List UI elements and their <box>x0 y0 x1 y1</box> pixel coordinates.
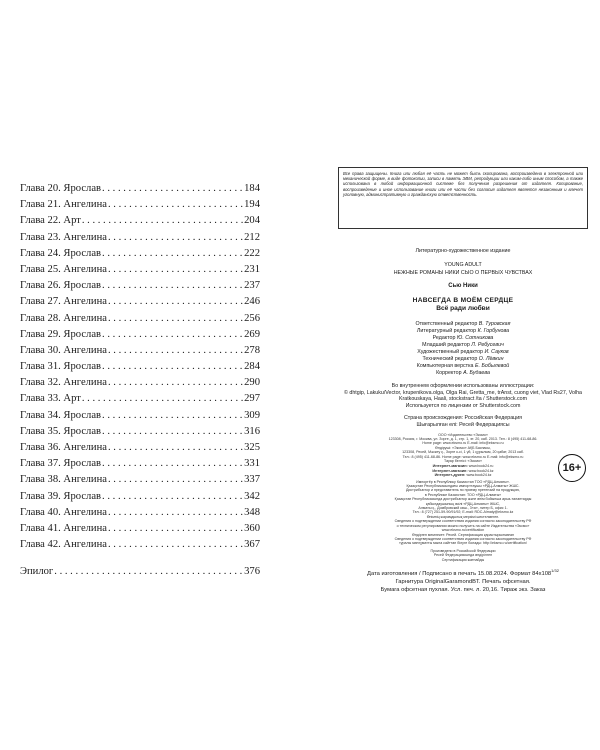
toc-entry <box>20 313 260 329</box>
toc-dot-leader <box>108 474 243 485</box>
distributor-line: Сведения о подтверждении соответствия издания согласно законодательству РФ <box>394 536 532 541</box>
toc-entry <box>20 296 260 312</box>
publisher-line: 123308, Россия, г. Москва, ул. Зорге, д. 1, стр. 1, эт. 20, каб. 2013. Тел.: 8 (495) 411-68-86. <box>388 436 538 441</box>
store-line-label: Интернет-дүкен: <box>434 473 466 478</box>
toc-entry-title: Глава 33. Арт <box>20 393 81 405</box>
rights-notice: Все права защищены. Книга или любая её часть не может быть скопирована, воспроизведена в электронной или механической форме, в виде фотокопии, записи в память ЭВМ, репродукции или каким-либо иным способом, а также использована в любой информационной системе без получения разрешения от издателя. Копирование, воспроизведение и иное использование книги или её части без согласия издателя является незаконным и влечет уголовную, административную и гражданскую ответственность. <box>338 167 588 229</box>
store-line-url: www.book24.ru <box>468 464 494 469</box>
toc-entry <box>20 442 260 458</box>
toc-entry-page: 231 <box>244 263 260 275</box>
toc-dot-leader <box>102 361 243 372</box>
credit-role: Младший редактор <box>422 342 470 348</box>
toc-dot-leader <box>102 280 243 291</box>
origin-small-line: Произведено в Российской Федерации <box>430 548 496 553</box>
distributor-line: о техническом регулировании можно получить на сайте Издательства «Эксмо» <box>396 523 530 528</box>
toc-entry-page: 348 <box>244 506 260 518</box>
toc-entry-title: Глава 29. Ярослав <box>20 328 102 340</box>
publisher-line: ООО «Издательство «Эксмо» <box>438 432 488 437</box>
distributor-line: Қазақстан Республикасындағы импорттаушы «РДЦ-Алматы» ЖШС. <box>406 484 520 489</box>
toc-entry <box>20 280 260 296</box>
credit-role: Технический редактор <box>422 356 478 362</box>
toc-entry-title: Глава 42. Ангелина <box>20 539 107 551</box>
distributor-line: Өндірген мемлекет: Ресей. Сертификация қарастырылмаған <box>412 532 514 537</box>
toc-entry <box>20 183 260 199</box>
toc-entry-page: 246 <box>244 296 260 308</box>
toc-entry <box>20 458 260 474</box>
toc-entry <box>20 199 260 215</box>
credit-name: И. Сауков <box>484 349 509 355</box>
credit-role: Редактор <box>432 335 456 341</box>
toc-entry-title: Глава 26. Ярослав <box>20 280 102 292</box>
toc-dot-leader <box>102 458 243 469</box>
illustrations-list: © dhtgip, Lakuku/Vector, krupenikova.olga, Olga Rai, Gretta_me, trAnst, cuong viet, Vlad Rs27, Volha Kratkouskaya, Haali, stockstract /ta / Shutterstock.com <box>344 389 582 403</box>
toc-entry-title: Глава 35. Ярослав <box>20 425 102 437</box>
print-line-1: Дата изготовления / Подписано в печать 15.08.2024. Формат $84x108^{1/32}$ <box>367 567 559 577</box>
age-rating-badge: 16+ <box>558 454 586 482</box>
toc-entry <box>20 507 260 523</box>
distributor-line: қабылдаушының өкілі «РДЦ-Алматы» ЖШС, <box>425 501 501 506</box>
distributor-line: Қазақстан Республикасында дистрибьютор және өнім бойынша арыз-талаптарды <box>394 497 532 502</box>
toc-entry-title: Глава 37. Ярослав <box>20 458 102 470</box>
toc-entry-page: 325 <box>244 442 260 453</box>
distributor-line: Сведения о подтверждении соответствия издания согласно законодательству РФ <box>394 519 532 524</box>
legal-block <box>338 433 588 562</box>
publisher-line: Home page: www.eksmo.ru E-mail: info@eksmo.ru <box>422 441 504 446</box>
store-links <box>338 464 588 477</box>
book-title: НАВСЕГДА В МОЁМ СЕРДЦЕ <box>412 297 514 304</box>
distributor-line: в Республике Казахстан: ТОО «РДЦ-Алматы» <box>424 492 502 497</box>
print-line-2: Гарнитура OriginalGaramondBT. Печать офсетная. <box>395 578 531 585</box>
toc-entry-page: 367 <box>244 539 260 551</box>
toc-entry <box>20 426 260 442</box>
toc-spacer <box>20 555 260 566</box>
toc-dot-leader <box>82 215 243 226</box>
toc-entry <box>20 248 260 264</box>
toc-entry-title: Глава 25. Ангелина <box>20 263 107 275</box>
toc-dot-leader <box>102 183 243 194</box>
distributor-line: Дистрибьютор и представитель по приему претензий на продукцию, <box>405 488 521 493</box>
toc-entry-title: Глава 21. Ангелина <box>20 199 107 211</box>
toc-entry-page: 316 <box>244 425 260 437</box>
toc-entry <box>20 539 260 555</box>
origin-small-line: Ресей Федерациясында өндірілген <box>433 553 493 558</box>
toc-entry-title: Эпилог <box>20 566 54 578</box>
toc-entry-page: 256 <box>244 312 260 324</box>
book-subtitle: Всё ради любви <box>436 305 490 312</box>
toc-dot-leader <box>102 491 243 502</box>
toc-dot-leader <box>108 523 243 534</box>
toc-entry-title: Глава 34. Ярослав <box>20 409 102 421</box>
print-details <box>338 567 588 594</box>
toc-entry-page: 376 <box>244 566 260 578</box>
toc-entry-page: 284 <box>244 361 260 373</box>
toc-dot-leader <box>102 410 243 421</box>
toc-entry-title: Глава 36. Ангелина <box>20 442 107 453</box>
toc-entry <box>20 393 260 409</box>
toc-entry <box>20 215 260 231</box>
toc-dot-leader <box>108 442 243 453</box>
credit-name: Л. Ребусевич <box>471 342 504 348</box>
credit-line <box>338 328 588 335</box>
illustrations-intro: Во внутреннем оформлении использованы иллюстрации: <box>391 383 535 389</box>
toc-dot-leader <box>102 329 243 340</box>
credit-name: Ю. Сотникова <box>456 335 494 341</box>
toc-entry-title: Глава 31. Ярослав <box>20 361 102 373</box>
toc-dot-leader <box>108 232 243 243</box>
origin-small-line: Сертификация жатпайды <box>441 557 485 562</box>
toc-entry-page: 342 <box>244 490 260 502</box>
toc-entry-page: 331 <box>244 458 260 470</box>
publisher-line: Өндіруші: «Эксмо» АҚБ Баспасы, <box>435 445 491 450</box>
series-line-2: НЕЖНЫЕ РОМАНЫ НИКИ СЫО О ПЕРВЫХ ЧУВСТВАХ <box>393 270 533 276</box>
toc-entry <box>20 377 260 393</box>
toc-dot-leader <box>108 345 243 356</box>
print-line-3: Бумага офсетная пухлая. Усл. печ. л. 20,16. Тираж экз. Заказ <box>380 586 546 593</box>
distributor-info <box>338 480 588 546</box>
toc-dot-leader <box>102 248 243 259</box>
toc-entry <box>20 410 260 426</box>
toc-entry-page: 204 <box>244 215 260 227</box>
toc-entry-title: Глава 39. Ярослав <box>20 490 102 502</box>
toc-entry-title: Глава 22. Арт <box>20 215 81 227</box>
toc-entry <box>20 345 260 361</box>
toc-dot-leader <box>108 377 243 388</box>
distributor-line: www.eksmo.ru/certification <box>441 528 485 533</box>
credit-name: О. Лёвкин <box>478 356 504 362</box>
credit-line <box>338 349 588 356</box>
distributor-line: Тел.: 8 (727) 251-59-90/91/92; E-mail: RDC-Almaty@eksmo.kz <box>412 510 514 515</box>
credit-line <box>338 363 588 370</box>
toc-entry-title: Глава 40. Ангелина <box>20 506 107 518</box>
credit-name: А. Будаева <box>463 370 490 376</box>
toc-entry <box>20 232 260 248</box>
toc-dot-leader <box>108 296 243 307</box>
toc-entry-title: Глава 30. Ангелина <box>20 344 107 356</box>
toc-entry-title: Глава 28. Ангелина <box>20 312 107 324</box>
toc-entry-page: 212 <box>244 231 260 243</box>
toc-entry <box>20 361 260 377</box>
credit-role: Литературный редактор <box>416 328 477 334</box>
genre-label: Литературно-художественное издание <box>415 248 511 254</box>
publisher-line: Тауар белгісі: «Эксмо» <box>444 459 482 463</box>
store-line-label: Интернет-магазин: <box>432 464 468 469</box>
store-line-url: www.book24.kz <box>466 473 492 478</box>
credit-line <box>338 370 588 377</box>
origin-small-info <box>338 549 588 562</box>
toc-entry-title: Глава 38. Ангелина <box>20 474 107 486</box>
toc-dot-leader <box>108 199 243 210</box>
store-line-label: Интернет-магазин: <box>432 468 468 473</box>
toc-dot-leader <box>54 566 243 577</box>
toc-entry <box>20 329 260 345</box>
origin-country-kz: Шығарылған елі: Ресей Федерациясы <box>416 421 510 428</box>
toc-entry-page: 337 <box>244 474 260 486</box>
toc-entry-title: Глава 32. Ангелина <box>20 377 107 389</box>
credit-name: В. Туровская <box>478 321 511 327</box>
store-line <box>338 473 588 477</box>
origin-country-ru: Страна происхождения: Российская Федерация <box>403 415 523 422</box>
credit-line <box>338 335 588 342</box>
toc-entry-page: 360 <box>244 522 260 534</box>
toc-entry-page: 278 <box>244 344 260 356</box>
illustrations-credit <box>338 383 588 409</box>
toc-dot-leader <box>108 313 243 324</box>
publisher-line: 123308, Ресей, Мәскеу қ., Зорге к-сі, 1 үй, 1 құрылым, 20 қабат, 2013 каб. <box>402 450 524 455</box>
toc-entry-page: 237 <box>244 280 260 292</box>
toc-dot-leader <box>108 539 243 550</box>
toc-dot-leader <box>108 507 243 518</box>
toc-entry-page: 194 <box>244 199 260 211</box>
toc-entry-title: Глава 23. Ангелина <box>20 231 107 243</box>
toc-entry <box>20 474 260 490</box>
author-name: Сью Ники <box>448 283 478 289</box>
illustrations-license: Используется по лицензии от Shutterstock.com <box>405 402 521 409</box>
origin-country <box>338 415 588 428</box>
toc-entry-page: 184 <box>244 183 260 194</box>
toc-entry <box>20 264 260 280</box>
toc-entry-page: 309 <box>244 409 260 421</box>
toc-entry <box>20 523 260 539</box>
publisher-line: Тел.: 8 (495) 411-68-86. Home page: www.eksmo.ru E-mail: info@eksmo.ru <box>402 454 524 459</box>
credit-line <box>338 321 588 328</box>
toc-entry-title: Глава 27. Ангелина <box>20 296 107 308</box>
credit-role: Ответственный редактор <box>415 321 478 327</box>
credit-name: Е. Бобылевой <box>474 363 510 369</box>
credit-role: Корректор <box>436 370 462 376</box>
distributor-line: Алматы қ., Домбровский көш., 3«а», литер Б, офис 1. <box>418 506 508 511</box>
credit-role: Художественный редактор <box>417 349 483 355</box>
toc-dot-leader <box>102 426 243 437</box>
credit-line <box>338 356 588 363</box>
distributor-line: Импортёр в Республику Казахстан ТОО «РДЦ-Алматы». <box>416 479 510 484</box>
table-of-contents <box>20 183 260 583</box>
format-fraction: 1/32 <box>551 567 559 573</box>
credit-name: К. Горбунова <box>477 328 510 334</box>
toc-entry-page: 290 <box>244 377 260 389</box>
toc-entry-title: Глава 41. Ангелина <box>20 522 107 534</box>
credit-line <box>338 342 588 349</box>
store-line-url: www.book24.kz <box>468 468 494 473</box>
toc-entry-page: 297 <box>244 393 260 405</box>
credits-list <box>338 321 588 377</box>
toc-entry-page: 222 <box>244 247 260 259</box>
imprint-page <box>338 167 588 594</box>
toc-entry-title: Глава 24. Ярослав <box>20 247 102 259</box>
toc-entry <box>20 566 260 582</box>
series-line-1: YOUNG ADULT <box>444 262 482 268</box>
credit-role: Компьютерная верстка <box>416 363 474 369</box>
publisher-info <box>338 433 588 464</box>
distributor-line: туралы мағлұматты мына сайттан білуге болады: http://eksmo.ru/certification/ <box>399 541 527 546</box>
toc-entry-title: Глава 20. Ярослав <box>20 183 102 194</box>
toc-entry <box>20 491 260 507</box>
toc-entry-page: 269 <box>244 328 260 340</box>
toc-dot-leader <box>82 393 243 404</box>
toc-dot-leader <box>108 264 243 275</box>
distributor-line: Өнімнің жарамдылық мерзімі шектелмеген. <box>426 514 500 519</box>
